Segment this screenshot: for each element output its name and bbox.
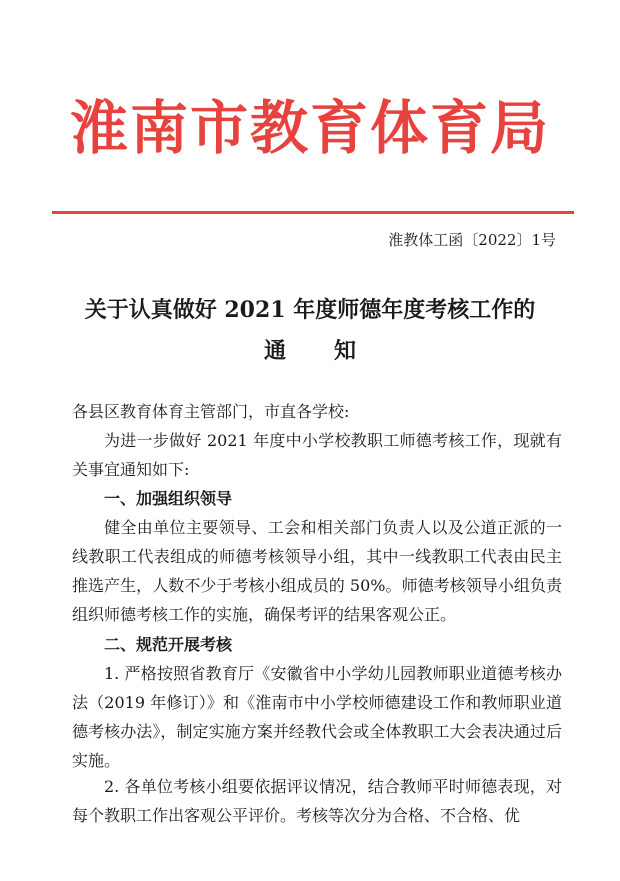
document-title-line2: 通知 [263,338,404,364]
section2-heading: 二、规范开展考核 [104,635,233,654]
masthead-red-rule [52,211,574,214]
section1-paragraph: 健全由单位主要领导、工会和相关部门负责人以及公道正派的一线教职工代表组成的师德考核领导小组，其中一线教职工代表由民主推选产生，人数不少于考核小组成员的 50%。师德考核领导小组负责组织师德考核工作的实施，确保考评的结果客观公正。 [72,518,562,624]
section2-item1: 1. 严格按照省教育厅《安徽省中小学幼儿园教师职业道德考核办法（2019 年修订）》和《淮南市中小学校师德建设工作和教师职业道德考核办法》，制定实施方案并经教代会或全体教职工大会表决通过后实施。 [72,664,562,770]
intro-paragraph: 为进一步做好 2021 年度中小学校教职工师德考核工作，现就有关事宜通知如下: [72,431,562,479]
masthead-org-name: 淮南市教育体育局 [69,94,550,162]
section2-item2: 2. 各单位考核小组要依据评议情况，结合教师平时师德表现，对每个教职工作出客观公平评价。考核等次分为合格、不合格、优 [72,777,562,825]
document-title-line1: 关于认真做好 2021 年度师德年度考核工作的 [84,297,536,323]
document-number: 淮教体工函〔2022〕1号 [388,231,556,249]
section1-heading: 一、加强组织领导 [104,489,233,508]
salutation: 各县区教育体育主管部门，市直各学校: [72,402,350,421]
